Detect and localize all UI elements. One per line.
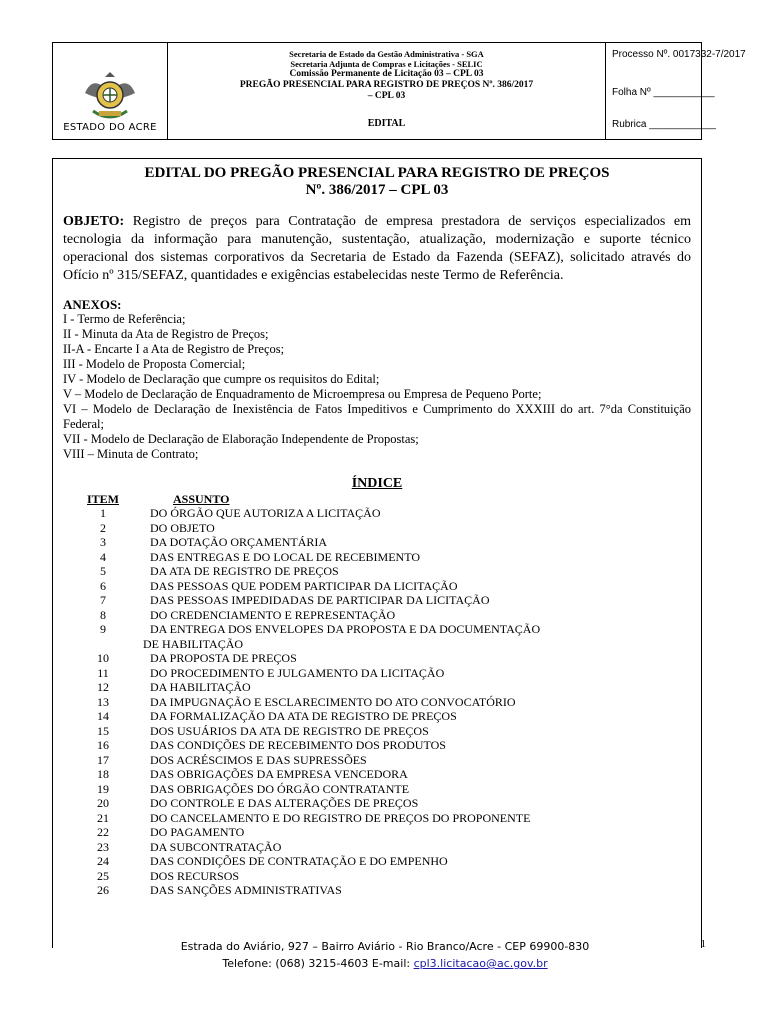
indice-row (63, 796, 691, 811)
indice-row (63, 869, 691, 884)
indice-row (63, 738, 691, 753)
indice-item-subject: DA PROPOSTA DE PREÇOS (150, 651, 297, 665)
footer-phone: Telefone: (068) 3215-4603 E-mail: (222, 957, 414, 970)
indice-item-subject: DO CONTROLE E DAS ALTERAÇÕES DE PREÇOS (150, 796, 419, 810)
indice-row (63, 608, 691, 623)
indice-row (63, 883, 691, 898)
indice-item-subject: DAS OBRIGAÇÕES DO ÓRGÃO CONTRATANTE (150, 781, 410, 796)
indice-item-subject: DA ENTREGA DOS ENVELOPES DA PROPOSTA E DA DOCUMENTAÇÃO (150, 622, 541, 636)
indice-item-number: 4 (100, 549, 106, 564)
indice-row (63, 724, 691, 739)
indice-item-number: 14 (97, 709, 109, 723)
header-title-cell (168, 43, 606, 139)
indice-item-number: 1 (100, 506, 106, 520)
indice-item-subject: DO OBJETO (150, 520, 215, 535)
indice-item-number: 10 (97, 651, 109, 665)
indice-item-subject-continued: DE HABILITAÇÃO (143, 636, 244, 651)
indice-item-number: 12 (97, 680, 109, 694)
indice-row (63, 753, 691, 768)
indice-item-subject: DAS PESSOAS IMPEDIDADAS DE PARTICIPAR DA LICITAÇÃO (150, 593, 490, 607)
indice-item-number: 8 (100, 607, 106, 622)
indice-item-number: 20 (97, 796, 109, 810)
indice-item-subject: DAS PESSOAS QUE PODEM PARTICIPAR DA LICITAÇÃO (150, 578, 458, 593)
header-edital-label: EDITAL (367, 118, 406, 129)
indice-item-subject: DA SUBCONTRATAÇÃO (150, 839, 282, 854)
indice-row (63, 680, 691, 695)
page-footer (0, 938, 770, 972)
indice-item-subject: DA DOTAÇÃO ORÇAMENTÁRIA (150, 535, 328, 549)
indice-item-number: 22 (97, 825, 109, 839)
header-line-cpl-continued: – CPL 03 (367, 91, 406, 101)
title-line-1: EDITAL DO PREGÃO PRESENCIAL PARA REGISTRO DE PREÇOS (144, 165, 610, 181)
indice-row (63, 695, 691, 710)
indice-spacer (63, 637, 143, 652)
indice-item-subject: DAS ENTREGAS E DO LOCAL DE RECEBIMENTO (150, 549, 420, 564)
indice-row (63, 767, 691, 782)
anexo-item: II-A - Encarte I a Ata de Registro de Preços; (63, 342, 285, 356)
anexo-item: VII - Modelo de Declaração de Elaboração Independente de Propostas; (63, 432, 419, 446)
indice-row (63, 564, 691, 579)
indice-item-number: 2 (100, 520, 106, 535)
anexo-item: II - Minuta da Ata de Registro de Preços; (63, 327, 269, 341)
indice-row (63, 579, 691, 594)
indice-item-number: 18 (97, 767, 109, 781)
state-name: ESTADO DO ACRE (63, 122, 157, 133)
anexo-item: III - Modelo de Proposta Comercial; (63, 357, 246, 371)
indice-row (63, 550, 691, 565)
state-coat-of-arms-icon (81, 71, 139, 125)
footer-email-link[interactable]: cpl3.licitacao@ac.gov.br (413, 957, 548, 970)
rubrica-field: Rubrica ____________ (612, 119, 716, 130)
indice-item-subject: DAS SANÇÕES ADMINISTRATIVAS (150, 883, 342, 897)
indice-item-number: 26 (97, 883, 109, 897)
indice-item-number: 24 (97, 854, 109, 868)
anexo-item: I - Termo de Referência; (63, 312, 186, 326)
indice-item-subject: DA HABILITAÇÃO (150, 680, 251, 694)
indice-item-subject: DA FORMALIZAÇÃO DA ATA DE REGISTRO DE PREÇOS (150, 709, 457, 723)
indice-item-subject: DO PROCEDIMENTO E JULGAMENTO DA LICITAÇÃO (150, 665, 445, 680)
header-line-selic: Secretaria Adjunta de Compras e Licitações - SELIC (290, 59, 483, 69)
indice-row-continuation (63, 637, 691, 652)
anexos-list (63, 312, 691, 462)
indice-row (63, 506, 691, 521)
footer-address: Estrada do Aviário, 927 – Bairro Aviário - Rio Branco/Acre - CEP 69900-830 (180, 940, 590, 953)
indice-row (63, 825, 691, 840)
indice-item-number: 9 (100, 622, 106, 636)
header-line-sga: Secretaria de Estado da Gestão Administrativa - SGA (289, 49, 484, 59)
objeto-label: OBJETO: (63, 214, 125, 229)
page-number: 1 (700, 938, 706, 950)
header-line-cpl: Comissão Permanente de Licitação 03 – CPL 03 (289, 69, 484, 79)
folha-field: Folha Nº ___________ (612, 87, 715, 98)
indice-item-subject: DA IMPUGNAÇÃO E ESCLARECIMENTO DO ATO CONVOCATÓRIO (150, 694, 516, 709)
indice-item-number: 13 (97, 694, 109, 709)
anexo-item: VIII – Minuta de Contrato; (63, 447, 199, 461)
indice-item-number: 23 (97, 839, 109, 854)
indice-item-subject: DAS OBRIGAÇÕES DA EMPRESA VENCEDORA (150, 767, 408, 781)
indice-item-number: 15 (97, 723, 109, 738)
indice-item-subject: DA ATA DE REGISTRO DE PREÇOS (150, 564, 339, 578)
indice-row (63, 535, 691, 550)
header-logo-cell (53, 43, 168, 139)
indice-item-subject: DOS USUÁRIOS DA ATA DE REGISTRO DE PREÇOS (150, 723, 429, 738)
indice-item-subject: DOS ACRÉSCIMOS E DAS SUPRESSÕES (150, 752, 367, 767)
indice-item-subject: DOS RECURSOS (150, 868, 240, 883)
indice-item-number: 16 (97, 738, 109, 752)
objeto-paragraph (63, 213, 691, 285)
indice-item-number: 3 (100, 535, 106, 549)
indice-item-subject: DO PAGAMENTO (150, 825, 245, 839)
indice-item-number: 19 (97, 781, 109, 796)
title-line-2: Nº. 386/2017 – CPL 03 (305, 182, 449, 198)
indice-item-subject: DAS CONDIÇÕES DE CONTRATAÇÃO E DO EMPENHO (150, 854, 448, 868)
footer-contact (0, 955, 770, 972)
indice-row (63, 593, 691, 608)
indice-header-assunto: ASSUNTO (173, 492, 230, 506)
document-header (52, 42, 746, 140)
document-title (63, 165, 691, 199)
objeto-text: Registro de preços para Contratação de empresa prestadora de serviços especializados em tecnologia da informação para manutenção, sustentação, atualização, modernização e suporte técnico operacional dos sistemas corporativos da Secretaria de Estado da Fazenda (SEFAZ), solicitado através do Ofício nº 315/SEFAZ, quantidades e exigências estabelecidas neste Termo de Referência. (63, 214, 691, 283)
indice-item-number: 25 (97, 868, 109, 883)
indice-item-number: 6 (100, 578, 106, 593)
indice-item-subject: DO ÓRGÃO QUE AUTORIZA A LICITAÇÃO (150, 506, 381, 520)
indice-item-subject: DO CANCELAMENTO E DO REGISTRO DE PREÇOS DO PROPONENTE (150, 810, 531, 825)
indice-list (63, 506, 691, 898)
indice-header (63, 492, 691, 506)
indice-item-subject: DAS CONDIÇÕES DE RECEBIMENTO DOS PRODUTOS (150, 738, 446, 752)
indice-header-item: ITEM (86, 492, 119, 506)
indice-item-number: 5 (100, 564, 106, 578)
header-line-pregao: PREGÃO PRESENCIAL PARA REGISTRO DE PREÇOS Nº. 386/2017 (239, 80, 534, 90)
header-process-cell (606, 43, 746, 139)
anexos-heading: ANEXOS: (63, 297, 122, 312)
indice-row (63, 840, 691, 855)
indice-item-number: 7 (100, 593, 106, 607)
anexo-item: IV - Modelo de Declaração que cumpre os requisitos do Edital; (63, 372, 380, 386)
indice-row (63, 854, 691, 869)
indice-item-number: 17 (97, 752, 109, 767)
processo-number: Processo Nº. 0017332-7/2017 (612, 49, 746, 60)
indice-row (63, 782, 691, 797)
indice-item-number: 21 (97, 810, 109, 825)
indice-title: ÍNDICE (351, 476, 403, 491)
indice-row (63, 622, 691, 637)
indice-item-number: 11 (97, 665, 109, 680)
indice-row (63, 811, 691, 826)
anexo-item: V – Modelo de Declaração de Enquadramento de Microempresa ou Empresa de Pequeno Porte; (63, 387, 542, 401)
indice-row (63, 651, 691, 666)
indice-row (63, 666, 691, 681)
indice-item-subject: DO CREDENCIAMENTO E REPRESENTAÇÃO (150, 607, 396, 622)
document-body (52, 158, 702, 948)
indice-row (63, 709, 691, 724)
anexo-item: VI – Modelo de Declaração de Inexistência de Fatos Impeditivos e Cumprimento do XXXIII do art. 7°da Constituição Federal; (63, 402, 691, 431)
indice-row (63, 521, 691, 536)
